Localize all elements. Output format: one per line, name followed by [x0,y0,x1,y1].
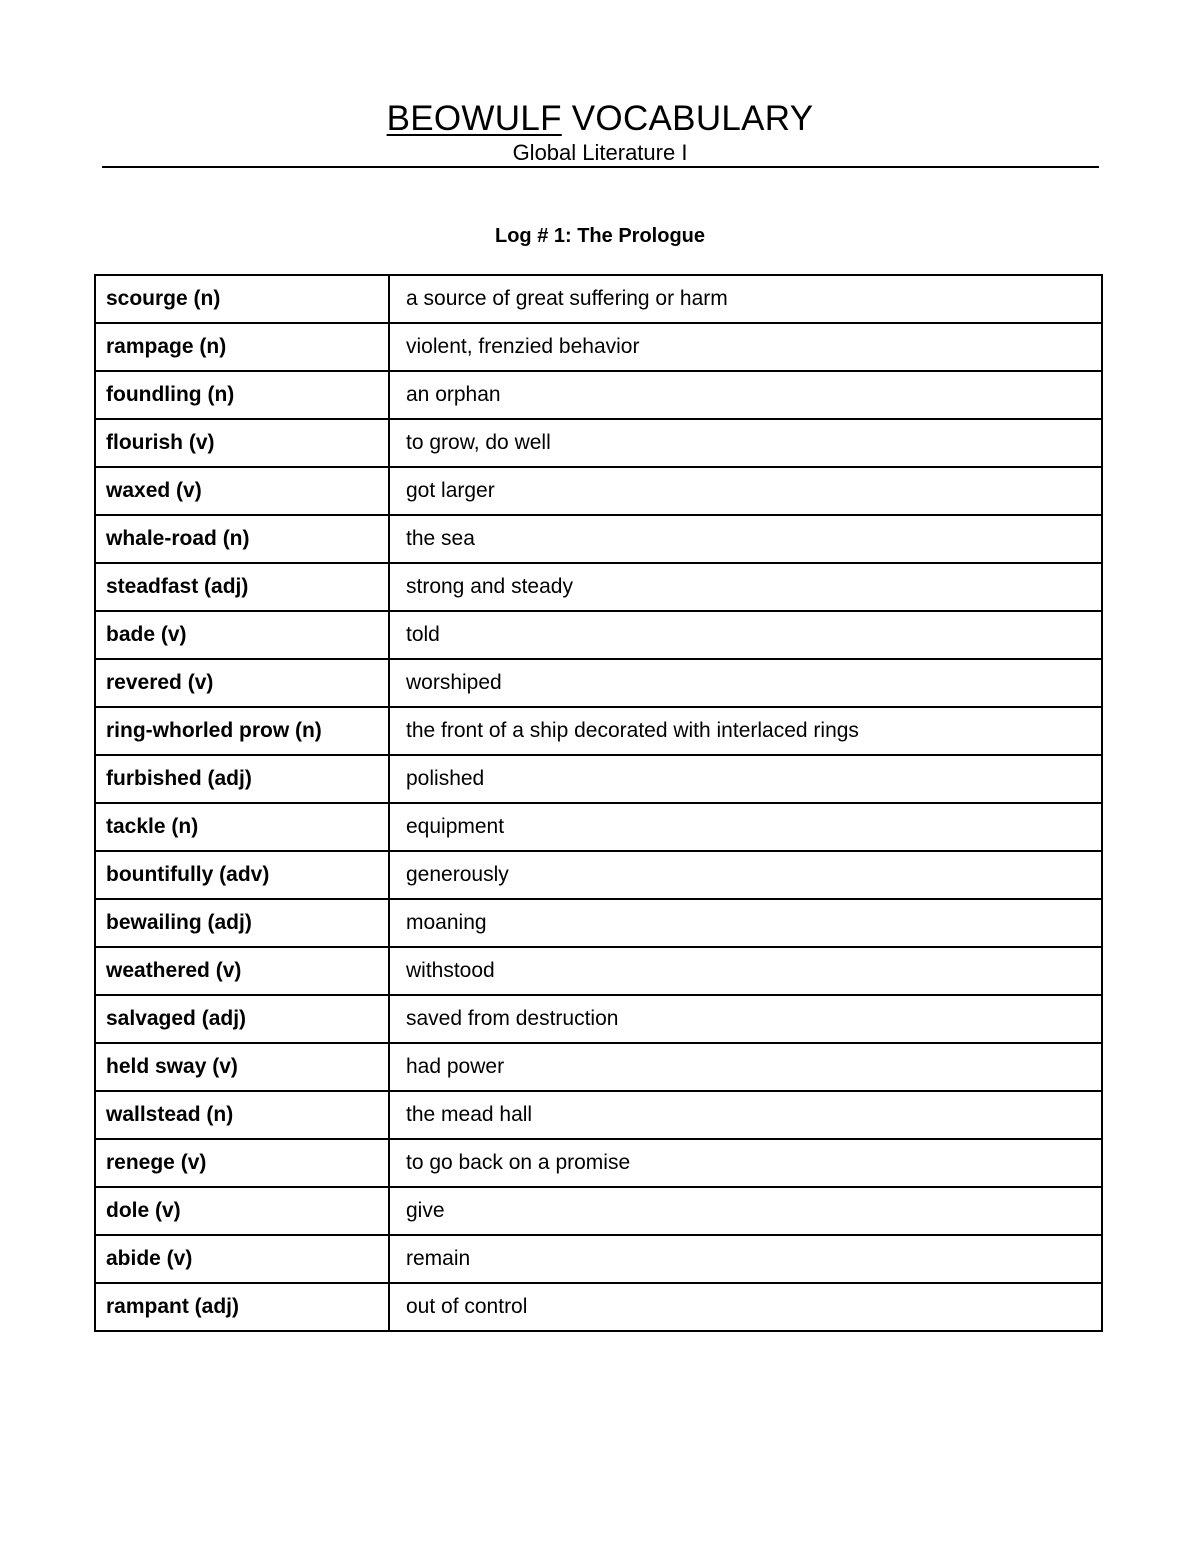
table-row [95,1283,1102,1331]
vocab-definition: moaning [389,899,1102,947]
vocab-definition: give [389,1187,1102,1235]
table-row [95,371,1102,419]
table-row [95,419,1102,467]
vocab-term: dole (v) [95,1187,389,1235]
table-row [95,1235,1102,1283]
vocab-definition: strong and steady [389,563,1102,611]
vocab-term: bewailing (adj) [95,899,389,947]
course-subtitle: Global Literature I [512,140,688,165]
table-row [95,947,1102,995]
vocab-term: ring-whorled prow (n) [95,707,389,755]
vocab-term: foundling (n) [95,371,389,419]
vocab-definition: withstood [389,947,1102,995]
vocab-term: tackle (n) [95,803,389,851]
vocab-definition: equipment [389,803,1102,851]
vocab-term: scourge (n) [95,275,389,323]
vocab-term: whale-road (n) [95,515,389,563]
table-row [95,467,1102,515]
table-row [95,275,1102,323]
vocab-term: bountifully (adv) [95,851,389,899]
vocab-definition: the mead hall [389,1091,1102,1139]
vocab-term: held sway (v) [95,1043,389,1091]
table-row [95,515,1102,563]
vocab-term: abide (v) [95,1235,389,1283]
table-row [95,851,1102,899]
document-title [0,98,1200,140]
vocab-term: waxed (v) [95,467,389,515]
vocab-definition: polished [389,755,1102,803]
table-row [95,563,1102,611]
table-row [95,899,1102,947]
table-row [95,1187,1102,1235]
vocab-definition: to go back on a promise [389,1139,1102,1187]
header-divider [102,166,1099,168]
table-row [95,755,1102,803]
vocab-term: wallstead (n) [95,1091,389,1139]
vocab-term: weathered (v) [95,947,389,995]
title-rest: VOCABULARY [561,99,814,138]
table-row [95,707,1102,755]
vocab-term: rampant (adj) [95,1283,389,1331]
vocab-term: salvaged (adj) [95,995,389,1043]
vocab-term: bade (v) [95,611,389,659]
vocab-term: furbished (adj) [95,755,389,803]
vocab-definition: out of control [389,1283,1102,1331]
table-row [95,659,1102,707]
vocab-definition: saved from destruction [389,995,1102,1043]
vocabulary-table [94,274,1103,1332]
vocab-term: revered (v) [95,659,389,707]
vocab-definition: a source of great suffering or harm [389,275,1102,323]
table-row [95,1043,1102,1091]
vocab-definition: an orphan [389,371,1102,419]
vocab-definition: violent, frenzied behavior [389,323,1102,371]
vocab-definition: to grow, do well [389,419,1102,467]
vocab-definition: generously [389,851,1102,899]
table-row [95,1139,1102,1187]
vocabulary-table-body [95,275,1102,1331]
vocab-definition: worshiped [389,659,1102,707]
vocab-definition: the sea [389,515,1102,563]
title-underlined-word: BEOWULF [386,99,562,138]
vocab-term: rampage (n) [95,323,389,371]
vocab-definition: told [389,611,1102,659]
vocab-definition: the front of a ship decorated with interlaced rings [389,707,1102,755]
vocab-definition: remain [389,1235,1102,1283]
vocab-definition: had power [389,1043,1102,1091]
vocab-definition: got larger [389,467,1102,515]
vocab-term: renege (v) [95,1139,389,1187]
log-heading: Log # 1: The Prologue [494,225,705,247]
table-row [95,1091,1102,1139]
vocab-term: flourish (v) [95,419,389,467]
table-row [95,995,1102,1043]
table-row [95,323,1102,371]
table-row [95,803,1102,851]
table-row [95,611,1102,659]
vocab-term: steadfast (adj) [95,563,389,611]
